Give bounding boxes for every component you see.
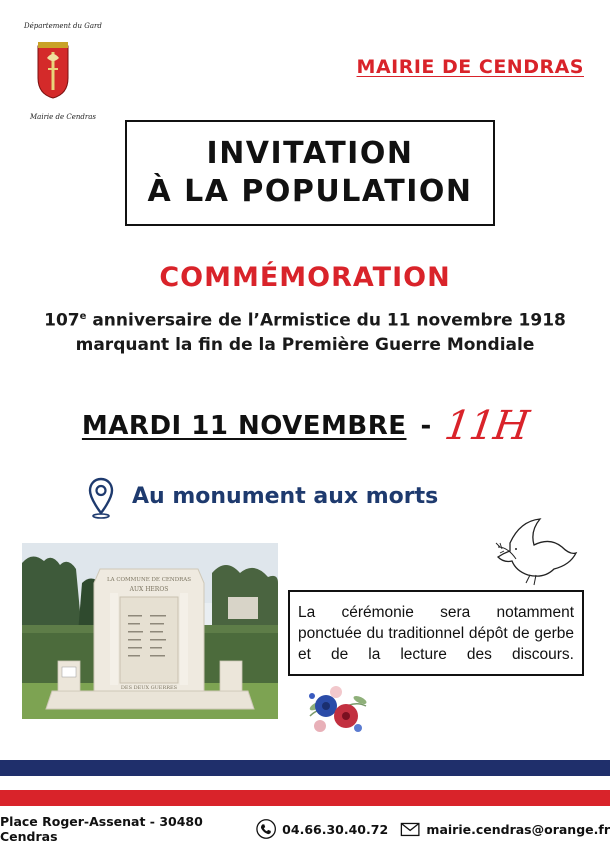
- ceremony-description-box: [288, 590, 584, 676]
- map-pin-icon: [88, 477, 114, 519]
- flowers-icon: [300, 676, 374, 742]
- dove-icon: [490, 517, 580, 589]
- commune-caption: Mairie de Cendras: [30, 113, 96, 121]
- monument-inscription-3: DES DEUX GUERRES: [120, 685, 178, 691]
- monument-inscription-2: AUX HEROS: [129, 586, 169, 593]
- ceremony-description: La cérémonie sera notamment ponctuée du traditionnel dépôt de gerbe et de la lecture des discours.: [298, 603, 574, 663]
- invitation-line-1: INVITATION: [206, 136, 414, 171]
- event-location: Au monument aux morts: [132, 484, 439, 509]
- footer-address: Place Roger-Assenat - 30480 Cendras: [0, 814, 203, 844]
- footer: [0, 815, 610, 843]
- flag-stripe-blue: [0, 760, 610, 776]
- anniversary-number: 107: [44, 310, 80, 331]
- event-date: MARDI 11 NOVEMBRE: [81, 411, 407, 441]
- department-label: Département du Gard: [24, 22, 102, 30]
- event-title: COMMÉMORATION: [159, 262, 451, 293]
- envelope-icon: [400, 818, 420, 840]
- anniversary-superscript: e: [79, 311, 87, 322]
- date-row: [0, 403, 610, 449]
- monument-inscription-1: LA COMMUNE DE CENDRAS: [106, 577, 192, 583]
- anniversary-rest: anniversaire de l’Armistice du 11 novembre 1918: [86, 310, 566, 331]
- anniversary-subtitle: marquant la fin de la Première Guerre Mondiale: [75, 334, 535, 355]
- monument-photo: [22, 543, 278, 719]
- date-separator: -: [420, 411, 432, 441]
- invitation-line-2: À LA POPULATION: [147, 174, 473, 209]
- anniversary-text: [0, 305, 610, 357]
- phone-icon: [256, 818, 276, 840]
- flag-stripe-white: [0, 776, 610, 790]
- invitation-box: [125, 120, 495, 226]
- footer-phone[interactable]: 04.66.30.40.72: [282, 821, 389, 837]
- flag-stripe-red: [0, 790, 610, 806]
- footer-email[interactable]: mairie.cendras@orange.fr: [426, 821, 610, 837]
- coat-of-arms-icon: [36, 40, 70, 100]
- mairie-title: MAIRIE DE CENDRAS: [356, 56, 584, 78]
- event-hour: 11H: [442, 403, 532, 449]
- anniversary-line: [0, 305, 610, 333]
